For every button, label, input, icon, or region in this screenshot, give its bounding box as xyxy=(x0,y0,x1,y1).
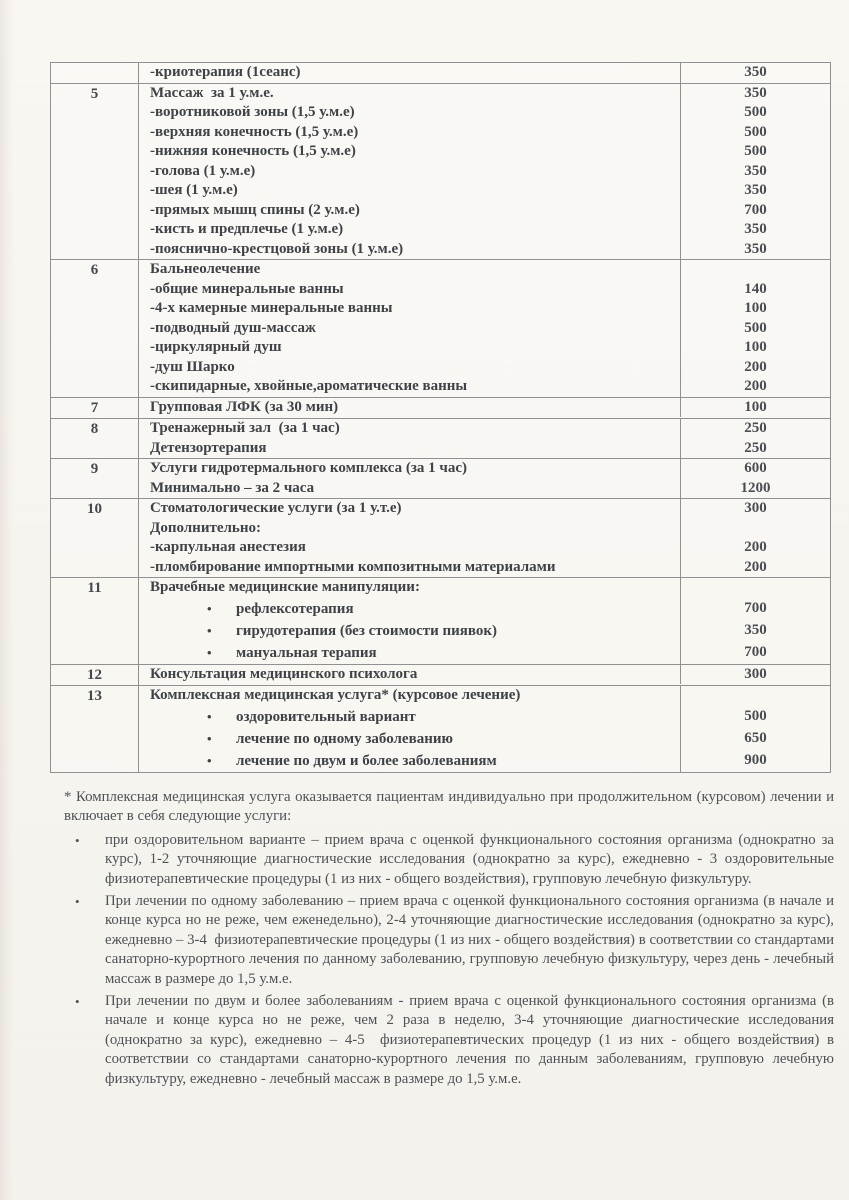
footnote-bullet-item xyxy=(64,831,834,889)
service-name: -верхняя конечность (1,5 у.м.е) xyxy=(150,123,359,140)
service-name: Групповая ЛФК (за 30 мин) xyxy=(150,398,339,415)
section-number xyxy=(51,63,139,83)
service-line xyxy=(139,706,680,728)
section-number: 7 xyxy=(51,398,139,419)
table-row xyxy=(139,162,830,182)
service-price: 100 xyxy=(680,299,830,319)
service-price: 350 xyxy=(680,220,830,240)
service-name: -прямых мышц спины (2 у.м.е) xyxy=(150,201,360,218)
table-row xyxy=(139,706,830,728)
service-price: 700 xyxy=(680,598,830,620)
footnote-bullet-text: При лечении по двум и более заболеваниям - прием врача с оценкой функционального состояния организма (в начале и конце курса но не реже, чем 2 раза в неделю, 3-4 уточняющие диагностические исследования (однократно за курс), ежедневно – 4-5 физиотерапевтических процедур (1 из них - общего воздействия) в соответствии со стандартами санаторно-курортного лечения по данным заболеваниям, групповую лечебную физкультуру, ежедневно - лечебный массаж в размере до 1,5 у.м.е. xyxy=(105,993,834,1087)
footnote-bullet-item xyxy=(64,892,834,989)
service-name: Комплексная медицинская услуга* (курсовое лечение) xyxy=(150,687,521,703)
service-name: Дополнительно: xyxy=(150,519,261,536)
table-row xyxy=(139,260,830,280)
section-lines xyxy=(139,260,830,397)
table-row xyxy=(139,620,830,642)
service-name: -пломбирование импортными композитными материалами xyxy=(150,558,556,575)
service-name: Тренажерный зал (за 1 час) xyxy=(150,420,340,436)
service-price: 200 xyxy=(680,538,830,558)
service-price: 350 xyxy=(680,240,830,260)
service-name: -общие минеральные ванны xyxy=(150,280,344,297)
footnote-bullet-text: При лечении по одному заболеванию – прием врача с оценкой функционального состояния организма (в начале и конце курса но не реже, чем еженедельно), 2-4 уточняющие диагностические исследования (однократно за курс), ежедневно – 3-4 физиотерапевтические процедуры (1 из них - общего воздействия) в соответствии со стандартами санаторно-курортного лечения по данному заболеванию, групповую лечебную физкультуру, через день - лечебный массаж в размере до 1,5 у.м.е. xyxy=(105,893,834,987)
service-price: 500 xyxy=(680,123,830,143)
table-row xyxy=(139,598,830,620)
service-name: -голова (1 у.м.е) xyxy=(150,162,256,179)
table-row xyxy=(139,103,830,123)
service-name: Стоматологические услуги (за 1 у.т.е) xyxy=(150,500,402,516)
table-section xyxy=(51,259,830,397)
service-price: 700 xyxy=(680,642,830,664)
service-name: -карпульная анестезия xyxy=(150,539,306,555)
table-row xyxy=(139,419,830,439)
table-section xyxy=(51,63,830,83)
service-name: Массаж за 1 у.м.е. xyxy=(150,84,274,101)
service-line xyxy=(139,750,680,772)
table-section xyxy=(51,83,830,260)
table-row xyxy=(139,499,830,519)
table-row xyxy=(139,181,830,201)
service-price: 350 xyxy=(680,84,830,104)
service-name: -шея (1 у.м.е) xyxy=(150,182,238,198)
service-price xyxy=(680,578,830,598)
service-price: 250 xyxy=(680,419,830,439)
price-table xyxy=(50,62,831,773)
service-line xyxy=(139,642,680,664)
section-lines xyxy=(139,419,830,458)
table-row xyxy=(139,201,830,221)
bullet-icon: • xyxy=(207,708,212,724)
footnote-bullet-list xyxy=(64,831,834,1089)
table-row xyxy=(139,728,830,750)
bullet-icon: • xyxy=(207,730,212,746)
footnote xyxy=(64,788,834,1092)
service-price: 200 xyxy=(680,377,830,397)
service-name: Минимально – за 2 часа xyxy=(150,479,315,496)
table-row xyxy=(139,63,830,83)
table-row xyxy=(139,665,830,685)
service-price: 500 xyxy=(680,706,830,728)
service-name: -пояснично-крестцовой зоны (1 у.м.е) xyxy=(150,240,404,257)
section-number: 12 xyxy=(51,665,139,686)
table-row xyxy=(139,319,830,339)
service-price: 350 xyxy=(680,162,830,182)
table-row xyxy=(139,338,830,358)
service-name: гирудотерапия (без стоимости пиявок) xyxy=(236,622,498,639)
table-row xyxy=(139,538,830,558)
service-name: Бальнеолечение xyxy=(150,261,261,277)
service-name: мануальная терапия xyxy=(236,644,377,661)
service-price: 250 xyxy=(680,439,830,459)
service-price: 300 xyxy=(680,499,830,519)
service-price xyxy=(680,260,830,280)
service-price: 100 xyxy=(680,338,830,358)
service-name: лечение по одному заболеванию xyxy=(236,730,453,747)
section-lines xyxy=(139,499,830,577)
service-name: Услуги гидротермального комплекса (за 1 час) xyxy=(150,460,468,476)
section-lines xyxy=(139,686,830,772)
service-price: 140 xyxy=(680,280,830,300)
service-name: -циркулярный душ xyxy=(150,339,282,355)
table-row xyxy=(139,84,830,104)
bullet-icon: • xyxy=(75,894,80,910)
table-row xyxy=(139,642,830,664)
service-line xyxy=(139,598,680,620)
table-row xyxy=(139,123,830,143)
table-row xyxy=(139,479,830,499)
service-price: 900 xyxy=(680,750,830,772)
bullet-icon: • xyxy=(207,752,212,768)
service-line xyxy=(139,620,680,642)
table-row xyxy=(139,459,830,479)
footnote-intro: * Комплексная медицинская услуга оказывается пациентам индивидуально при продолжительном (курсовом) лечении и включает в себя следующие услуги: xyxy=(64,789,834,825)
table-row xyxy=(139,439,830,459)
section-lines xyxy=(139,63,830,83)
section-number: 6 xyxy=(51,260,139,397)
table-row xyxy=(139,578,830,598)
section-number: 13 xyxy=(51,686,139,772)
section-lines xyxy=(139,84,830,260)
service-price: 350 xyxy=(680,63,830,83)
service-name: оздоровительный вариант xyxy=(236,708,416,725)
bullet-icon: • xyxy=(75,994,80,1010)
service-price: 600 xyxy=(680,459,830,479)
service-price: 300 xyxy=(680,665,830,685)
table-row xyxy=(139,280,830,300)
service-name: Консультация медицинского психолога xyxy=(150,665,418,682)
footnote-bullet-item xyxy=(64,992,834,1089)
service-price xyxy=(680,519,830,539)
service-price: 500 xyxy=(680,319,830,339)
service-name: рефлексотерапия xyxy=(236,600,354,617)
service-price: 500 xyxy=(680,142,830,162)
table-row xyxy=(139,299,830,319)
bullet-icon: • xyxy=(75,832,80,848)
section-lines xyxy=(139,398,830,419)
table-row xyxy=(139,558,830,578)
bullet-icon: • xyxy=(207,644,212,660)
table-row xyxy=(139,240,830,260)
table-row xyxy=(139,686,830,706)
service-name: -кисть и предплечье (1 у.м.е) xyxy=(150,221,344,237)
section-number: 10 xyxy=(51,499,139,577)
section-number: 9 xyxy=(51,459,139,498)
bullet-icon: • xyxy=(207,600,212,616)
service-price: 500 xyxy=(680,103,830,123)
table-row xyxy=(139,750,830,772)
section-number: 11 xyxy=(51,578,139,664)
service-price: 200 xyxy=(680,358,830,378)
service-price: 350 xyxy=(680,181,830,201)
service-name: -криотерапия (1сеанс) xyxy=(150,64,301,80)
service-price: 100 xyxy=(680,398,830,418)
section-lines xyxy=(139,459,830,498)
service-name: -4-х камерные минеральные ванны xyxy=(150,300,393,316)
service-price: 200 xyxy=(680,558,830,578)
service-name: -воротниковой зоны (1,5 у.м.е) xyxy=(150,104,355,120)
service-price xyxy=(680,686,830,706)
section-lines xyxy=(139,578,830,664)
service-name: лечение по двум и более заболеваниям xyxy=(236,752,497,769)
service-name: -подводный душ-массаж xyxy=(150,319,316,336)
footnote-bullet-text: при оздоровительном варианте – прием врача с оценкой функционального состояния организма (однократно за курс), 1-2 уточняющие диагностические исследования (однократно за курс), ежедневно - 3 оздоровительные физиотерапевтические процедуры (1 из них - общего воздействия), групповую лечебную физкультуру. xyxy=(105,831,834,887)
section-number: 8 xyxy=(51,419,139,458)
table-row xyxy=(139,398,830,418)
table-row xyxy=(139,519,830,539)
service-name: Детензортерапия xyxy=(150,439,267,456)
service-line xyxy=(139,728,680,750)
service-name: -душ Шарко xyxy=(150,358,235,375)
table-section xyxy=(51,577,830,664)
section-number: 5 xyxy=(51,84,139,260)
service-price: 650 xyxy=(680,728,830,750)
table-row xyxy=(139,377,830,397)
table-row xyxy=(139,358,830,378)
service-price: 350 xyxy=(680,620,830,642)
service-name: Врачебные медицинские манипуляции: xyxy=(150,579,420,595)
table-row xyxy=(139,220,830,240)
bullet-icon: • xyxy=(207,622,212,638)
table-section xyxy=(51,685,830,772)
service-name: -нижняя конечность (1,5 у.м.е) xyxy=(150,143,356,159)
section-lines xyxy=(139,665,830,686)
table-row xyxy=(139,142,830,162)
service-price: 1200 xyxy=(680,479,830,499)
table-section xyxy=(51,498,830,577)
service-price: 700 xyxy=(680,201,830,221)
table-section xyxy=(51,418,830,458)
table-section xyxy=(51,458,830,498)
table-section xyxy=(51,664,830,686)
service-name: -скипидарные, хвойные,ароматические ванны xyxy=(150,378,468,394)
table-section xyxy=(51,397,830,419)
